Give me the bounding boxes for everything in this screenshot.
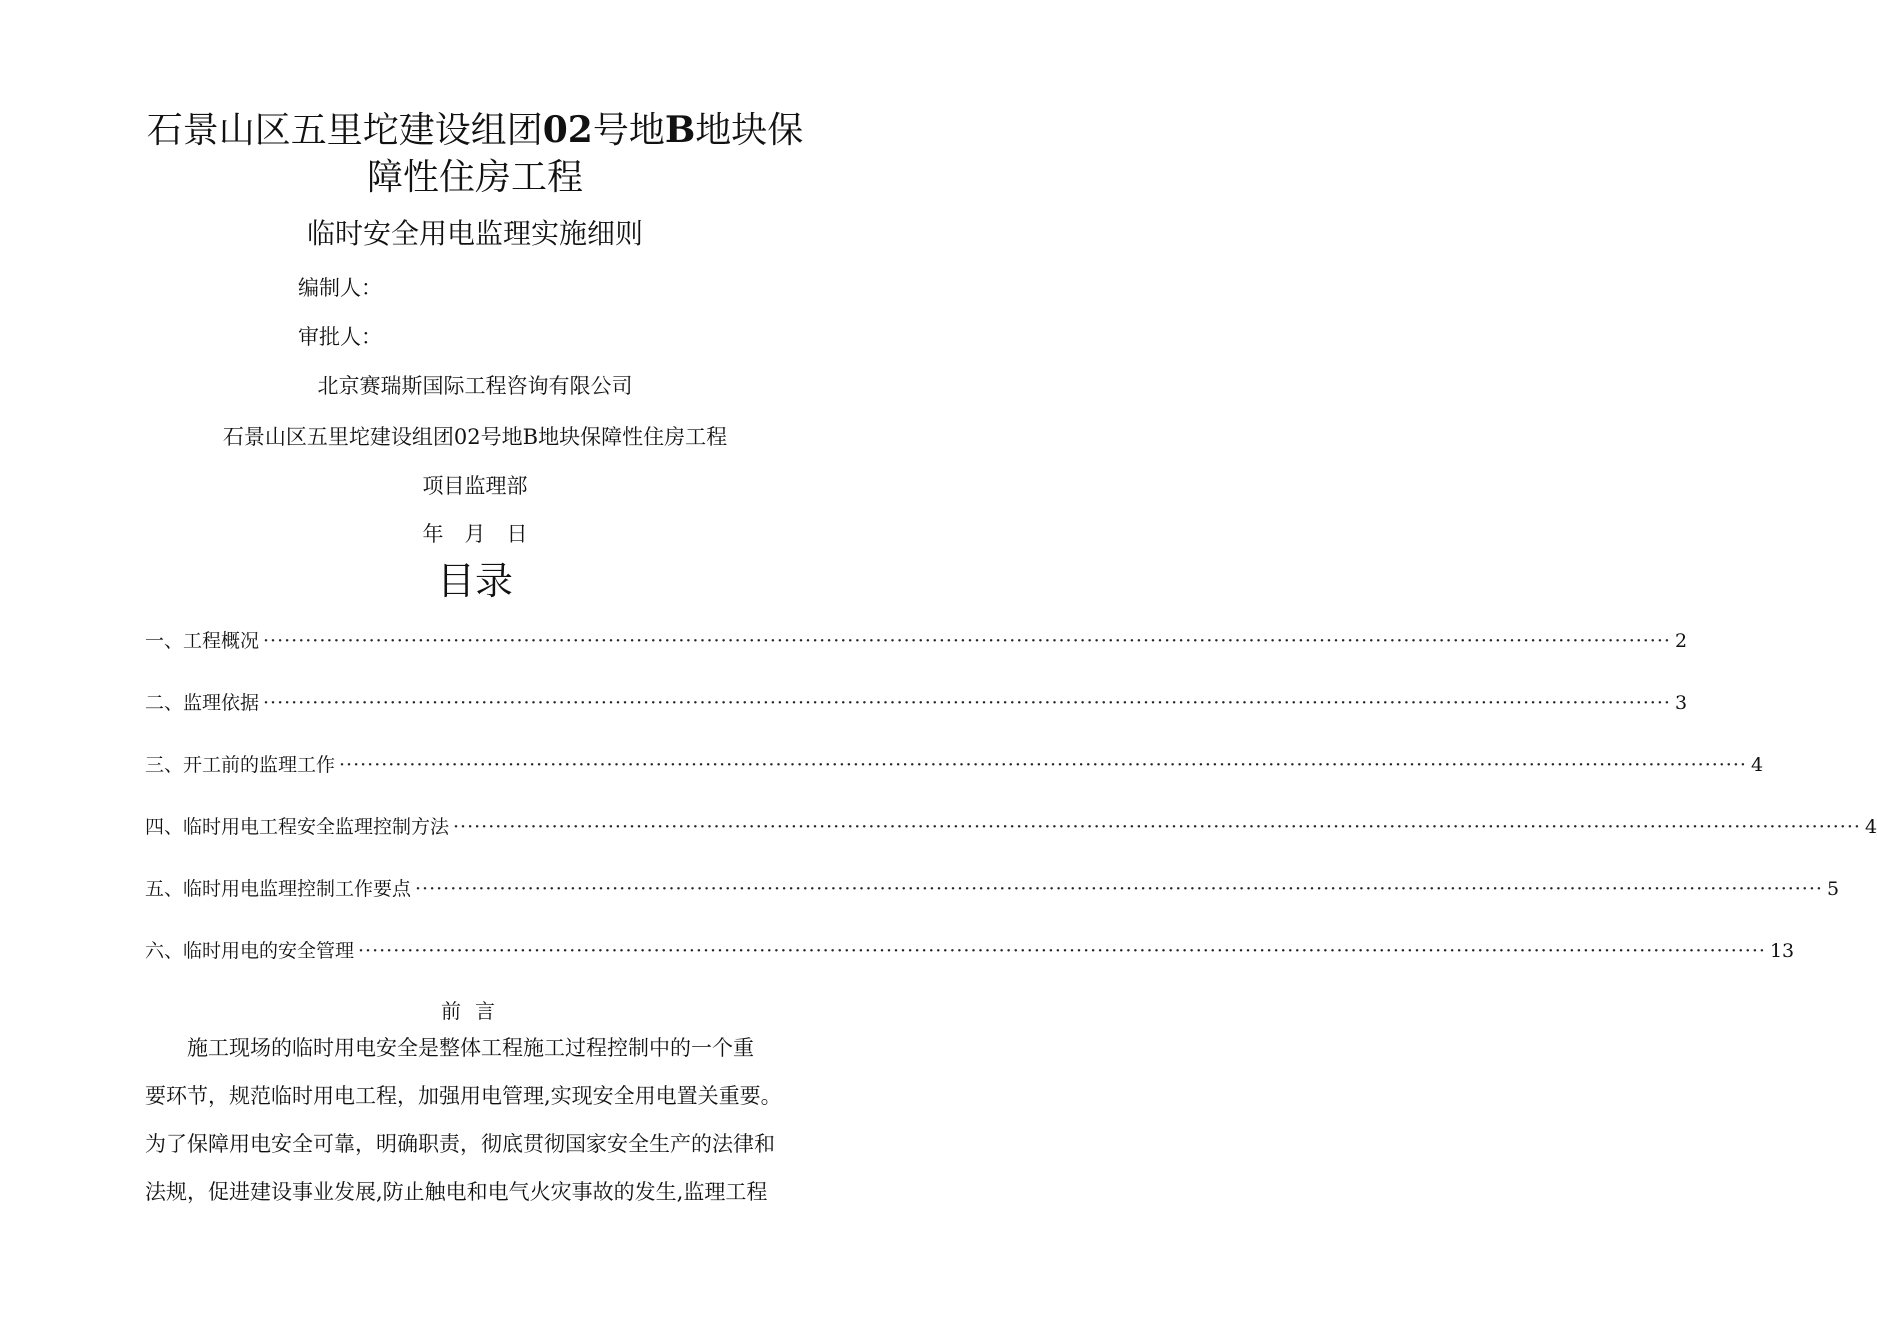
title-text-2: 号地 [592, 110, 665, 151]
toc-item-page: 4 [1864, 816, 1877, 838]
preface-line: 为了保障用电安全可靠，明确职责，彻底贯彻国家安全生产的法律和 [145, 1132, 775, 1156]
toc-item-2[interactable] [145, 688, 1688, 718]
title-text-1: 石景山区五里坨建设组团 [146, 110, 543, 151]
department-name: 项目监理部 [422, 474, 528, 498]
toc-item-page: 2 [1674, 630, 1688, 652]
project-name: 石景山区五里坨建设组团02号地B地块保障性住房工程 [222, 425, 728, 449]
toc-item-1[interactable] [145, 626, 1688, 656]
document-subtitle: 临时安全用电监理实施细则 [306, 217, 643, 250]
toc-heading: 目录 [436, 559, 513, 603]
toc-item-title: 三、开工前的监理工作 [145, 754, 336, 776]
compiler-label: 编制人： [298, 276, 382, 300]
toc-item-title: 六、临时用电的安全管理 [145, 940, 355, 962]
toc-leader-dots: ········································································································································································································ [263, 630, 1671, 652]
title-letter: B [664, 109, 696, 151]
toc-leader-dots: ········································································································································································································ [415, 878, 1823, 900]
approver-label: 审批人： [298, 325, 382, 349]
toc-item-title: 四、临时用电工程安全监理控制方法 [145, 816, 450, 838]
toc-item-title: 二、监理依据 [145, 692, 260, 714]
toc-item-5[interactable] [145, 874, 1840, 904]
toc-item-6[interactable] [145, 936, 1795, 966]
document-date: 年 月 日 [422, 522, 528, 546]
toc-item-page: 13 [1769, 940, 1795, 962]
preface-heading: 前言 [441, 999, 509, 1023]
toc-leader-dots: ········································································································································································································ [358, 940, 1766, 962]
company-name: 北京赛瑞斯国际工程咨询有限公司 [317, 374, 633, 398]
toc-item-title: 五、临时用电监理控制工作要点 [145, 878, 412, 900]
preface-paragraph [145, 1024, 807, 1216]
toc-leader-dots: ········································································································································································································ [453, 816, 1861, 838]
preface-line: 要环节，规范临时用电工程，加强用电管理,实现安全用电置关重要。 [145, 1084, 782, 1108]
cover-title-line1 [0, 104, 950, 157]
toc-item-page: 3 [1674, 692, 1688, 714]
preface-line: 施工现场的临时用电安全是整体工程施工过程控制中的一个重 [145, 1036, 754, 1060]
toc-item-page: 4 [1750, 754, 1764, 776]
toc-item-3[interactable] [145, 750, 1764, 780]
toc-item-title: 一、工程概况 [145, 630, 260, 652]
preface-line: 法规，促进建设事业发展,防止触电和电气火灾事故的发生,监理工程 [145, 1180, 768, 1204]
cover-title-line2: 障性住房工程 [366, 157, 583, 198]
toc-leader-dots: ········································································································································································································ [339, 754, 1747, 776]
toc-item-4[interactable] [145, 812, 1877, 842]
toc-leader-dots: ········································································································································································································ [263, 692, 1671, 714]
title-text-3: 地块保 [695, 110, 804, 151]
toc-item-page: 5 [1826, 878, 1840, 900]
title-number: 02 [542, 109, 593, 151]
